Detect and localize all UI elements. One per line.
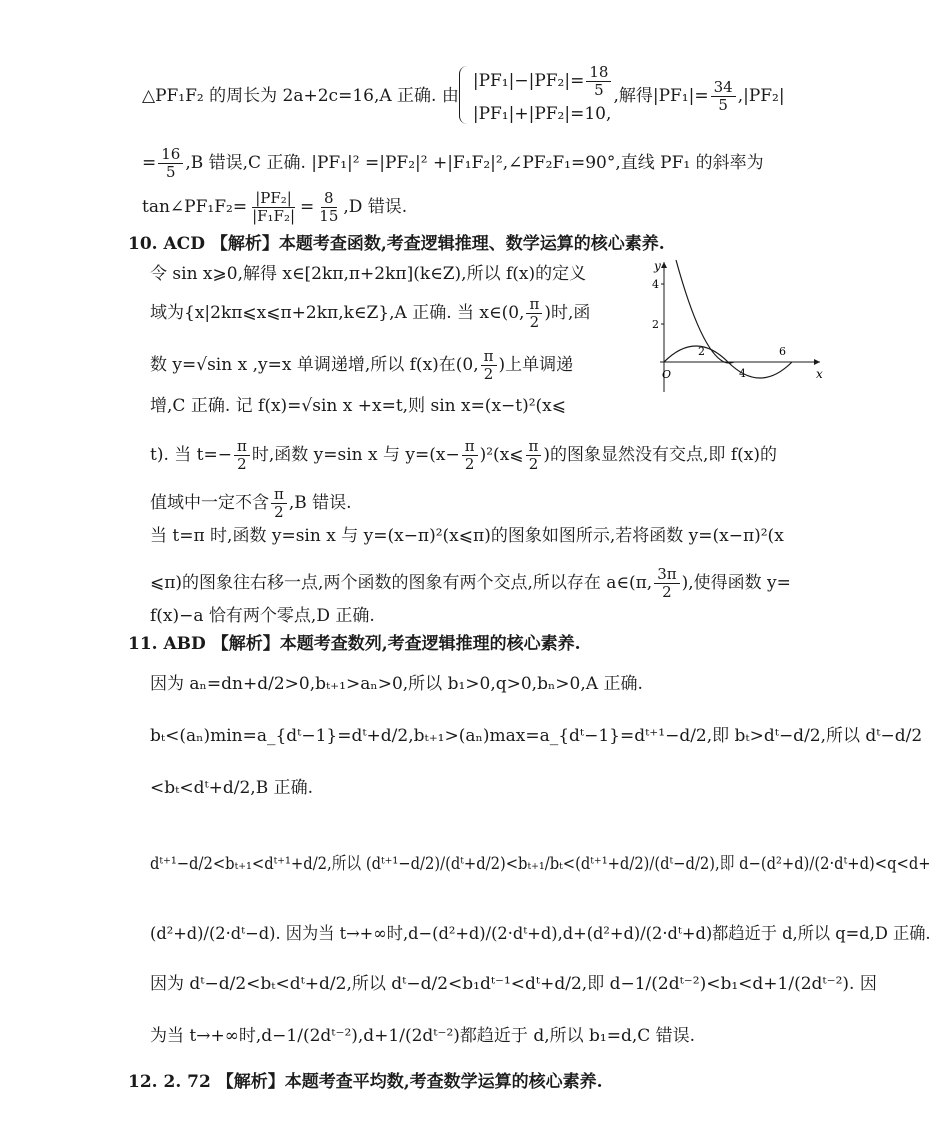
frac-tan <box>249 190 298 225</box>
frac-num: 34 <box>711 79 736 97</box>
frac-num: 18 <box>586 64 611 82</box>
q11-line-1: 因为 aₙ=dn+d/2>0,bₜ₊₁>aₙ>0,所以 b₁>0,q>0,bₙ>0,A 正确. <box>150 674 643 694</box>
frac-den: 5 <box>166 163 176 181</box>
q9-l3-end: ,D 错误. <box>343 197 408 217</box>
system-brace <box>459 66 468 124</box>
q10-l5c: )²(x⩽ <box>479 445 524 465</box>
q10-l5b: 时,函数 y=sin x 与 y=(x− <box>251 445 460 465</box>
frac-3pi-2 <box>654 566 679 601</box>
q10-l5a: t). 当 t=− <box>150 445 232 465</box>
q9-line-1 <box>142 64 785 128</box>
x-tick-label-4: 4 <box>739 367 746 380</box>
frac-18-5 <box>586 64 611 99</box>
q10-l5d: )的图象显然没有交点,即 f(x)的 <box>543 445 777 465</box>
y-tick-label-4: 4 <box>652 278 659 291</box>
q10-l8a: ⩽π)的图象往右移一点,两个函数的图象有两个交点,所以存在 a∈(π, <box>150 573 653 593</box>
frac-pi-2 <box>526 438 542 473</box>
frac-den: 2 <box>274 503 284 521</box>
q10-l3b: )上单调递 <box>498 355 574 375</box>
frac-den: 15 <box>319 207 339 225</box>
frac-den: 5 <box>718 96 728 114</box>
q9-l1-end: ,|PF₂| <box>737 86 785 106</box>
frac-den: 2 <box>483 365 494 383</box>
q9-l1-text: △PF₁F₂ 的周长为 2a+2c=16,A 正确. 由 <box>142 86 459 106</box>
frac-num: π <box>481 348 497 366</box>
frac-den: 2 <box>662 583 672 601</box>
q11-header: 11. ABD 【解析】本题考查数列,考查逻辑推理的核心素养. <box>128 634 581 654</box>
q9-line-2 <box>142 146 764 181</box>
q11-line-6: 因为 dᵗ−d/2<bₜ<dᵗ+d/2,所以 dᵗ−d/2<b₁dᵗ⁻¹<dᵗ+d/2,即 d−1/(2dᵗ⁻²)<b₁<d+1/(2dᵗ⁻²). 因 <box>150 974 877 994</box>
q11-line-7: 为当 t→+∞时,d−1/(2dᵗ⁻²),d+1/(2dᵗ⁻²)都趋近于 d,所以 b₁=d,C 错误. <box>150 1026 696 1046</box>
y-tick-label-2: 2 <box>652 318 659 331</box>
frac-num: 3π <box>654 566 679 584</box>
system-row-1 <box>473 64 614 99</box>
q10-header: 10. ACD 【解析】本题考查函数,考查逻辑推理、数学运算的核心素养. <box>128 234 665 254</box>
frac-den: 2 <box>464 455 475 473</box>
q9-l2-start: = <box>142 153 157 173</box>
frac-num: π <box>271 486 287 504</box>
y-axis-arrow <box>661 262 667 268</box>
q9-line-3 <box>142 190 407 225</box>
equation-system <box>459 64 614 129</box>
x-axis-label: x <box>816 367 823 381</box>
system-row-2: |PF₁|+|PF₂|=10, <box>472 104 612 124</box>
frac-8-15 <box>316 190 341 225</box>
q10-line-4: 增,C 正确. 记 f(x)=√sin x +x=t,则 sin x=(x−t)²(x⩽ <box>150 396 567 416</box>
y-axis-label: y <box>654 259 661 273</box>
frac-num: π <box>462 438 478 456</box>
sys-r1: |PF₁|−|PF₂|= <box>472 71 585 91</box>
frac-34-5 <box>711 79 736 114</box>
frac-den: |F₁F₂| <box>252 207 296 225</box>
frac-den: 5 <box>594 81 604 99</box>
origin-label: O <box>662 368 672 381</box>
q10-l2b: )时,函 <box>544 303 591 323</box>
q10-l2a: 域为{x|2kπ⩽x⩽π+2kπ,k∈Z},A 正确. 当 x∈(0, <box>150 303 525 323</box>
frac-den: 2 <box>529 313 540 331</box>
frac-pi-2 <box>481 348 497 383</box>
frac-num: 16 <box>158 146 183 164</box>
q10-line-5 <box>150 438 777 473</box>
q10-l8b: ),使得函数 y= <box>681 573 791 593</box>
frac-num: π <box>526 296 542 314</box>
frac-num: π <box>526 438 542 456</box>
frac-num: π <box>234 438 250 456</box>
q10-line-3 <box>150 348 573 383</box>
q11-line-5: (d²+d)/(2·dᵗ−d). 因为当 t→+∞时,d−(d²+d)/(2·dᵗ+d),d+(d²+d)/(2·dᵗ+d)都趋近于 d,所以 q=d,D 正确. <box>150 924 931 944</box>
q10-line-2 <box>150 296 590 331</box>
q11-line-4: dᵗ⁺¹−d/2<bₜ₊₁<dᵗ⁺¹+d/2,所以 (dᵗ⁺¹−d/2)/(dᵗ+d/2)<bₜ₊₁/bₜ<(dᵗ⁺¹+d/2)/(dᵗ−d/2),即 d−(d²+d)/(2·dᵗ+d)<q<d+ <box>150 854 931 874</box>
frac-den: 2 <box>528 455 539 473</box>
q9-l2-rest: ,B 错误,C 正确. |PF₁|² =|PF₂|² +|F₁F₂|²,∠PF₂F₁=90°,直线 PF₁ 的斜率为 <box>185 153 764 173</box>
q10-l6a: 值域中一定不含 <box>150 493 269 513</box>
x-tick-label-2: 2 <box>698 345 705 358</box>
frac-pi-2 <box>462 438 478 473</box>
q10-line-6 <box>150 486 352 521</box>
q11-line-2: bₜ<(aₙ)min=a_{dᵗ−1}=dᵗ+d/2,bₜ₊₁>(aₙ)max=a_{dᵗ−1}=dᵗ⁺¹−d/2,即 bₜ>dᵗ−d/2,所以 dᵗ−d/2 <box>150 726 923 746</box>
q9-l3-eq: = <box>300 197 315 217</box>
q9-l1-mid: ,解得|PF₁|= <box>613 86 709 106</box>
q10-line-8 <box>150 566 791 601</box>
q10-l6b: ,B 错误. <box>288 493 352 513</box>
q10-line-9: f(x)−a 恰有两个零点,D 正确. <box>150 606 375 626</box>
frac-pi-2 <box>526 296 542 331</box>
frac-16-5 <box>158 146 183 181</box>
frac-pi-2 <box>271 486 287 521</box>
q11-line-3: <bₜ<dᵗ+d/2,B 正确. <box>150 778 314 798</box>
q9-l3-start: tan∠PF₁F₂= <box>142 197 248 217</box>
q12-header: 12. 2. 72 【解析】本题考查平均数,考查数学运算的核心素养. <box>128 1072 603 1092</box>
function-graph <box>652 256 826 396</box>
q10-line-1: 令 sin x⩾0,解得 x∈[2kπ,π+2kπ](k∈Z),所以 f(x)的定义 <box>150 264 587 284</box>
frac-pi-2 <box>234 438 250 473</box>
q10-l3a: 数 y=√sin x ,y=x 单调递增,所以 f(x)在(0, <box>150 355 479 375</box>
x-axis-arrow <box>814 359 820 365</box>
frac-den: 2 <box>237 455 247 473</box>
x-tick-label-6: 6 <box>779 345 786 358</box>
frac-num: 8 <box>321 190 337 208</box>
q10-line-7: 当 t=π 时,函数 y=sin x 与 y=(x−π)²(x⩽π)的图象如图所示,若将函数 y=(x−π)²(x <box>150 526 784 546</box>
frac-num: |PF₂| <box>252 190 295 208</box>
